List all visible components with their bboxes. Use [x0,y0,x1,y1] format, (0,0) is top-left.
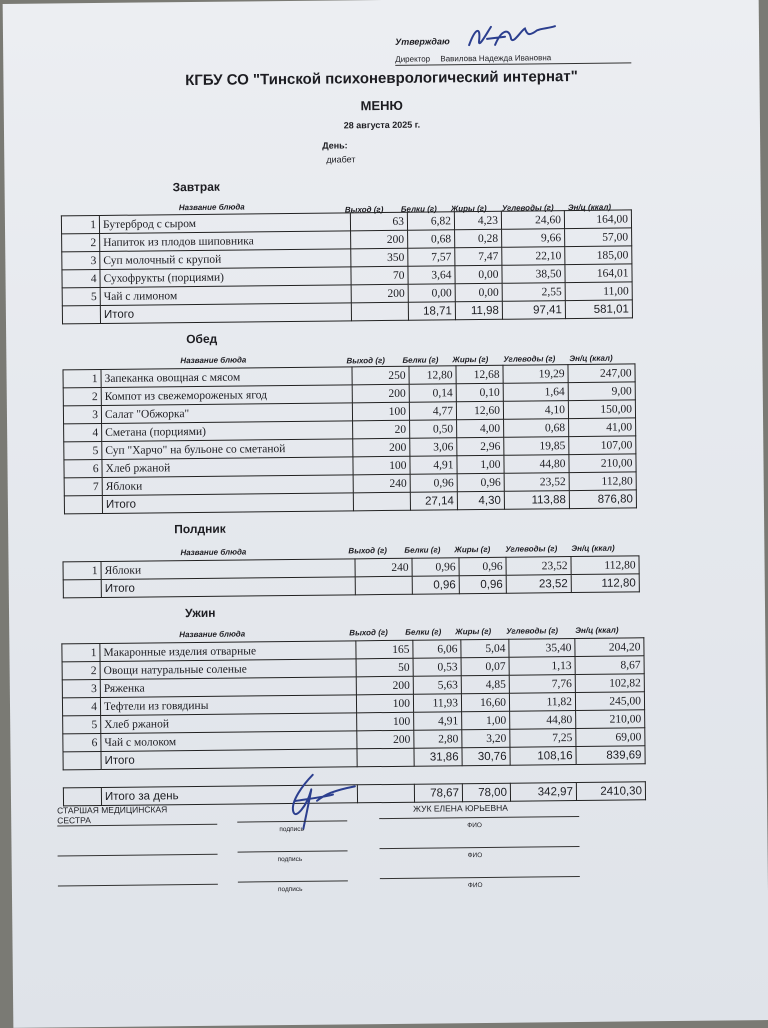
col-head-energy: Эн/ц (ккал) [575,625,619,636]
dish-energy: 57,00 [565,228,632,247]
row-number: 7 [64,477,102,495]
day-total-fat: 78,00 [462,783,510,802]
dish-protein: 6,06 [413,640,461,659]
col-head-carbs: Углеводы (г) [501,203,554,213]
dish-energy: 69,00 [576,728,645,747]
dish-name: Сухофрукты (порциями) [100,267,351,288]
col-head-carbs: Углеводы (г) [505,544,558,554]
row-number: 3 [63,405,101,423]
dish-output: 20 [353,420,410,439]
col-head-protein: Белки (г) [400,204,437,214]
dish-name: Ряженка [100,677,356,698]
dish-carbs: 38,50 [502,265,565,284]
row-number: 1 [61,215,99,233]
nurse-signature [273,770,364,833]
day-total-energy: 2410,30 [576,782,645,801]
total-fat: 30,76 [462,747,510,766]
col-head-name: Название блюда [178,202,245,213]
dish-name: Бутерброд с сыром [99,213,350,234]
dish-protein: 0,53 [413,658,461,677]
col-head-protein: Белки (г) [405,627,442,637]
col-head-name: Название блюда [180,355,247,366]
total-carbs: 23,52 [506,575,571,594]
dish-fat: 12,60 [456,401,503,419]
dish-energy: 150,00 [568,400,635,419]
col-head-fat: Жиры (г) [454,544,491,555]
dish-fat: 0,96 [457,473,504,491]
dish-output: 200 [352,384,409,403]
col-head-fat: Жиры (г) [455,626,492,637]
dish-name: Чай с молоком [101,731,357,752]
dish-fat: 5,04 [461,639,509,658]
dish-name: Овощи натуральные соленые [100,659,356,680]
dish-energy: 102,82 [575,674,644,693]
organization-title: КГБУ СО "Тинской психоневрологический интернат" [185,67,578,90]
dish-fat: 4,85 [461,675,509,694]
dish-output: 200 [357,730,414,749]
total-protein: 31,86 [414,748,462,767]
dish-protein: 0,96 [410,474,457,492]
dish-carbs: 7,25 [510,729,576,748]
dish-carbs: 19,29 [503,365,568,384]
fio-line [380,876,580,879]
dish-output: 240 [355,558,412,577]
director-signature [465,22,561,53]
dish-name: Яблоки [102,475,353,496]
dish-name: Суп молочный с крупой [100,249,351,270]
dish-protein: 6,82 [407,212,454,230]
fio-caption: ФИО [467,852,483,860]
col-head-carbs: Углеводы (г) [503,354,556,364]
dish-output: 100 [353,456,410,475]
col-head-protein: Белки (г) [404,545,441,555]
col-head-energy: Эн/ц (ккал) [567,202,612,213]
day-total-carbs: 342,97 [510,783,576,802]
dish-carbs: 2,55 [502,283,565,302]
dish-output: 240 [353,474,410,493]
dish-name: Запеканка овощная с мясом [101,367,352,388]
col-head-energy: Эн/ц (ккал) [569,353,613,364]
dish-protein: 0,68 [408,230,455,248]
signature-line [238,880,348,882]
fio-caption: ФИО [467,882,483,890]
dish-protein: 3,64 [408,266,455,284]
col-head-name: Название блюда [179,629,246,640]
dish-fat: 4,23 [454,211,501,229]
dish-carbs: 19,85 [504,437,569,456]
signature-line [238,850,348,852]
dish-output: 100 [356,694,413,713]
dish-name: Макаронные изделия отварные [100,641,356,662]
dish-name: Хлеб ржаной [101,713,357,734]
total-label: Итого [101,749,357,770]
row-number: 5 [63,715,101,733]
menu-date: 28 августа 2025 г. [343,119,421,131]
dish-protein: 3,06 [410,438,457,456]
col-head-output: Выход (г) [344,205,384,215]
dish-output: 63 [350,212,407,231]
dish-protein: 7,57 [408,248,455,266]
dish-carbs: 44,80 [510,711,576,730]
dish-name: Тефтели из говядины [100,695,356,716]
col-head-name: Название блюда [180,547,247,558]
dish-name: Напиток из плодов шиповника [100,231,351,252]
director-label: Директор [395,54,431,64]
dish-fat: 16,60 [461,693,509,712]
snack-table [62,555,639,598]
col-head-energy: Эн/ц (ккал) [571,543,615,554]
total-carbs: 97,41 [502,301,565,320]
dish-energy: 41,00 [569,418,636,437]
row-number: 3 [62,251,100,269]
dish-output: 350 [351,248,408,267]
director-name: Вавилова Надежда Ивановна [440,53,552,64]
fio-caption: ФИО [467,822,482,830]
dish-fat: 2,96 [457,437,504,455]
col-head-carbs: Углеводы (г) [506,626,559,636]
total-carbs: 113,88 [504,491,569,510]
section-title-snack: Полдник [174,521,226,537]
dish-carbs: 44,80 [504,455,569,474]
dish-energy: 8,67 [575,656,644,675]
menu-document [3,0,768,1028]
dish-output: 70 [351,266,408,285]
dish-output: 100 [352,402,409,421]
row-number: 4 [62,698,100,716]
signature-caption: подпись [277,885,303,894]
dish-output: 250 [352,366,409,385]
day-total-protein: 78,67 [414,784,462,803]
dish-name: Хлеб ржаной [102,457,353,478]
lunch-table [62,363,636,514]
dish-energy: 204,20 [575,638,644,657]
section-title-lunch: Обед [186,331,218,347]
dish-carbs: 35,40 [509,639,575,658]
fio-line [379,816,579,819]
dish-carbs: 9,66 [502,229,565,248]
dish-carbs: 24,60 [501,211,564,230]
dish-energy: 112,80 [569,472,636,491]
row-number: 6 [63,733,101,751]
dish-energy: 185,00 [565,246,632,265]
day-total-label: Итого за день [101,785,357,806]
dish-fat: 0,28 [455,229,502,247]
dish-name: Суп "Харчо" на бульоне со сметаной [102,439,353,460]
position-line [58,854,218,857]
dish-protein: 4,91 [414,712,462,731]
dish-protein: 0,00 [408,284,455,302]
row-number: 1 [63,561,101,579]
row-number: 3 [62,680,100,698]
dish-protein: 2,80 [414,730,462,749]
total-fat: 4,30 [457,491,504,509]
dish-carbs: 4,10 [503,401,568,420]
dish-energy: 164,01 [565,264,632,283]
total-energy: 112,80 [571,574,639,593]
dish-fat: 3,20 [462,729,510,748]
row-number: 4 [62,269,100,287]
signature-caption: подпись [277,855,303,864]
total-energy: 839,69 [576,746,645,765]
section-title-dinner: Ужин [184,605,216,621]
total-energy: 581,01 [565,300,632,319]
dish-carbs: 23,52 [506,557,571,576]
position-line [58,884,218,887]
dinner-table [61,637,645,770]
dish-carbs: 11,82 [509,693,575,712]
col-head-output: Выход (г) [349,627,388,638]
dish-output: 165 [356,640,413,659]
dish-carbs: 22,10 [502,247,565,266]
dish-name: Компот из свежемороженых ягод [101,385,352,406]
dish-protein: 4,77 [409,402,456,420]
dish-fat: 0,10 [456,383,503,401]
row-number: 1 [63,369,101,387]
section-title-breakfast: Завтрак [172,179,220,195]
dish-protein: 0,96 [412,558,459,576]
col-head-fat: Жиры (г) [452,354,489,365]
dish-energy: 11,00 [565,282,632,301]
dish-fat: 0,00 [455,283,502,301]
dish-output: 50 [356,658,413,677]
row-number: 5 [62,287,100,305]
total-label: Итого [101,577,355,598]
dish-carbs: 0,68 [504,419,569,438]
dish-protein: 4,91 [410,456,457,474]
dish-energy: 210,00 [576,710,645,729]
row-number: 2 [63,387,101,405]
dish-protein: 0,50 [410,420,457,438]
col-head-fat: Жиры (г) [450,203,487,214]
total-protein: 18,71 [408,302,455,320]
page-title: МЕНЮ [360,97,403,114]
col-head-output: Выход (г) [346,356,385,366]
approve-label: Утверждаю [395,36,450,47]
dish-fat: 0,07 [461,657,509,676]
total-fat: 11,98 [455,301,502,319]
dish-energy: 9,00 [568,382,635,401]
dish-energy: 247,00 [568,364,635,383]
dish-fat: 1,00 [462,711,510,730]
dish-name: Салат "Обжорка" [101,403,352,424]
row-number: 2 [62,662,100,680]
dish-protein: 5,63 [413,676,461,695]
dish-fat: 0,96 [459,557,506,575]
total-label: Итого [102,493,353,514]
col-head-protein: Белки (г) [402,355,439,365]
dish-energy: 107,00 [569,436,636,455]
row-number: 2 [62,233,100,251]
total-carbs: 108,16 [510,747,576,766]
dish-carbs: 1,13 [509,657,575,676]
day-label: День: [322,140,348,151]
dish-fat: 12,68 [456,365,503,383]
dish-carbs: 7,76 [509,675,575,694]
dish-fat: 1,00 [457,455,504,473]
dish-energy: 245,00 [575,692,644,711]
row-number: 6 [64,459,102,477]
dish-energy: 112,80 [571,556,639,575]
total-fat: 0,96 [459,575,506,593]
director-row [395,52,631,65]
dish-energy: 164,00 [564,210,631,229]
dish-fat: 7,47 [455,247,502,265]
dish-name: Яблоки [101,559,355,580]
signature-caption: подпись [279,825,304,834]
dish-fat: 4,00 [457,419,504,437]
dish-carbs: 23,52 [504,473,569,492]
row-number: 5 [64,441,102,459]
dish-protein: 12,80 [409,366,456,384]
total-energy: 876,80 [569,490,636,509]
dish-protein: 11,93 [413,694,461,713]
nurse-title: СТАРШАЯ МЕДИЦИНСКАЯ СЕСТРА [57,804,168,826]
row-number: 1 [62,644,100,662]
dish-name: Чай с лимоном [100,285,351,306]
dish-output: 200 [351,284,408,303]
row-number: 4 [64,423,102,441]
diet-label: диабет [326,154,356,165]
dish-carbs: 1,64 [503,383,568,402]
dish-output: 100 [357,712,414,731]
dish-output: 200 [356,676,413,695]
dish-protein: 0,14 [409,384,456,402]
nurse-name: ЖУК ЕЛЕНА ЮРЬЕВНА [413,802,508,814]
breakfast-table [61,209,633,324]
col-head-output: Выход (г) [348,545,387,556]
total-protein: 0,96 [412,576,459,594]
dish-name: Сметана (порциями) [102,421,353,442]
total-label: Итого [100,303,351,324]
fio-line [380,846,580,849]
dish-fat: 0,00 [455,265,502,283]
dish-output: 200 [351,230,408,249]
total-protein: 27,14 [410,492,457,510]
dish-energy: 210,00 [569,454,636,473]
dish-output: 200 [353,438,410,457]
